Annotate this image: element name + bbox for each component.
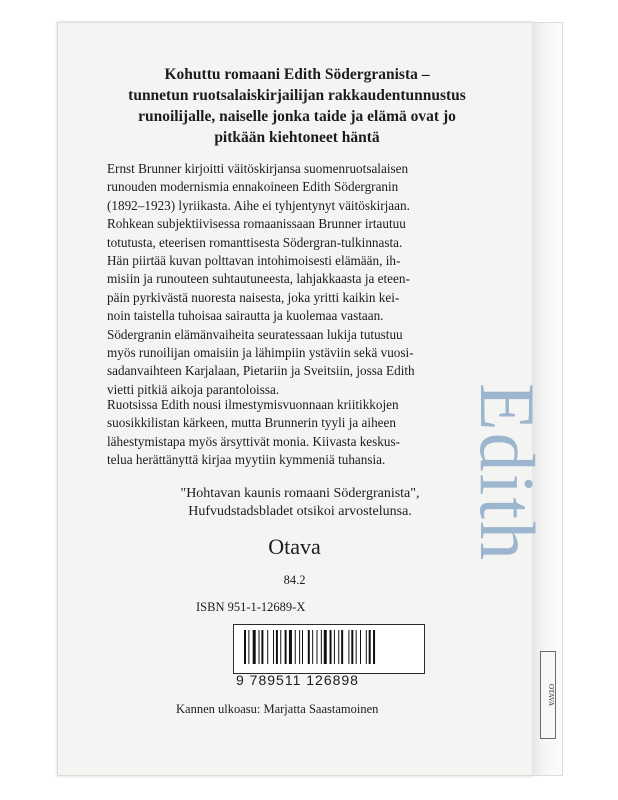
quote-source: Hufvudstadsbladet otsikoi arvostelunsa. [188,504,412,519]
barcode-bar [285,630,287,664]
isbn-text: ISBN 951-1-12689-X [196,600,306,614]
quote-text: "Hohtavan kaunis romaani Södergranista", [180,486,420,501]
text-line: Ruotsissa Edith nousi ilmestymisvuonnaan kriitikkojen [107,397,399,412]
barcode-bar [302,630,303,664]
text-line: sadanvaihteen Karjalaan, Pietariin ja Sveitsiin, jossa Edith [107,363,415,379]
intro-line: Kohuttu romaani Edith Södergranista – [164,66,430,83]
cover-credit: Kannen ulkoasu: Marjatta Saastamoinen [176,702,379,716]
barcode-bar [324,630,327,664]
text-line: Hän piirtää kuvan polttavan intohimoisesti elämään, ih- [107,253,401,269]
review-quote [107,485,493,521]
barcode-bar [366,630,367,664]
barcode-bar [338,630,339,664]
intro-line: pitkään kiehtoneet häntä [214,129,380,146]
barcode-bar [273,630,274,664]
barcode-bar [244,630,246,664]
intro-heading [107,64,487,148]
barcode-bar [299,630,300,664]
text-line: myös runoilijan omaisiin ja lähimpiin ystäviin sekä vuosi- [107,345,414,361]
text-line: vietti pitkiä aikoja parantoloissa. [107,381,280,397]
barcode-bars [244,630,414,664]
barcode-bar [295,630,296,664]
barcode-bar [312,630,313,664]
barcode-bar [373,630,375,664]
barcode-bar [289,630,292,664]
barcode-bar [253,630,256,664]
intro-line: tunnetun ruotsalaiskirjailijan rakkaudentunnustus [128,87,466,104]
description-paragraph-2 [107,396,493,470]
barcode-bar [360,630,361,664]
barcode-bar [280,630,281,664]
text-line: totutusta, eteerisen romanttisesta Södergran-tulkinnasta. [107,234,403,250]
book-spine [464,22,563,776]
publisher-name: Otava [268,534,321,559]
barcode-bar [317,630,318,664]
barcode-bar [330,630,332,664]
barcode-bar [248,630,249,664]
barcode-bar [261,630,263,664]
classification-code: 84.2 [283,573,306,587]
barcode-bar [356,630,357,664]
text-line: noin taistella tuhoisaa sairautta ja kuolemaa vastaan. [107,308,384,324]
text-line: telua herättänyttä kirjaa myytiin kymmeniä tuhansia. [107,452,386,468]
text-line: lähestymistapa myös ärsyttivät monia. Kiivasta keskus- [107,433,401,449]
description-paragraph-1 [107,160,493,399]
barcode-bar [276,630,278,664]
barcode-bar [267,630,268,664]
barcode-bar [334,630,335,664]
barcode-bar [259,630,260,664]
text-line: misiin ja runouteen suhtautuneesta, lahjakkaasta ja eteen- [107,271,410,287]
intro-line: runoilijalle, naiselle jonka taide ja elämä ovat jo [138,108,456,125]
text-line: suosikkilistan kärkeen, mutta Brunnerin tyyli ja aiheen [107,415,396,431]
spine-title: Edith [464,383,551,562]
barcode-bar [369,630,371,664]
text-line: runouden modernismia ennakoineen Edith Södergranin [107,179,399,195]
text-line: Södergranin elämänvaiheita seuratessaan lukija tutustuu [107,326,403,342]
barcode-bar [341,630,343,664]
barcode-bar [308,630,310,664]
barcode [233,624,425,674]
text-line: Ernst Brunner kirjoitti väitöskirjansa suomenruotsalaisen [107,161,409,176]
barcode-bar [351,630,353,664]
barcode-number: 9 789511 126898 [236,672,359,688]
text-line: Rohkean subjektiivisessa romaanissaan Brunner irtautuu [107,216,406,232]
barcode-bar [348,630,349,664]
spine-publisher-logo: OTAVA [540,651,556,739]
barcode-bar [321,630,322,664]
text-line: päin pyrkivästä nuoresta naisesta, joka yritti kaikin kei- [107,289,400,305]
text-line: (1892–1923) lyriikasta. Aihe ei tyhjentynyt väitöskirjaan. [107,197,410,213]
